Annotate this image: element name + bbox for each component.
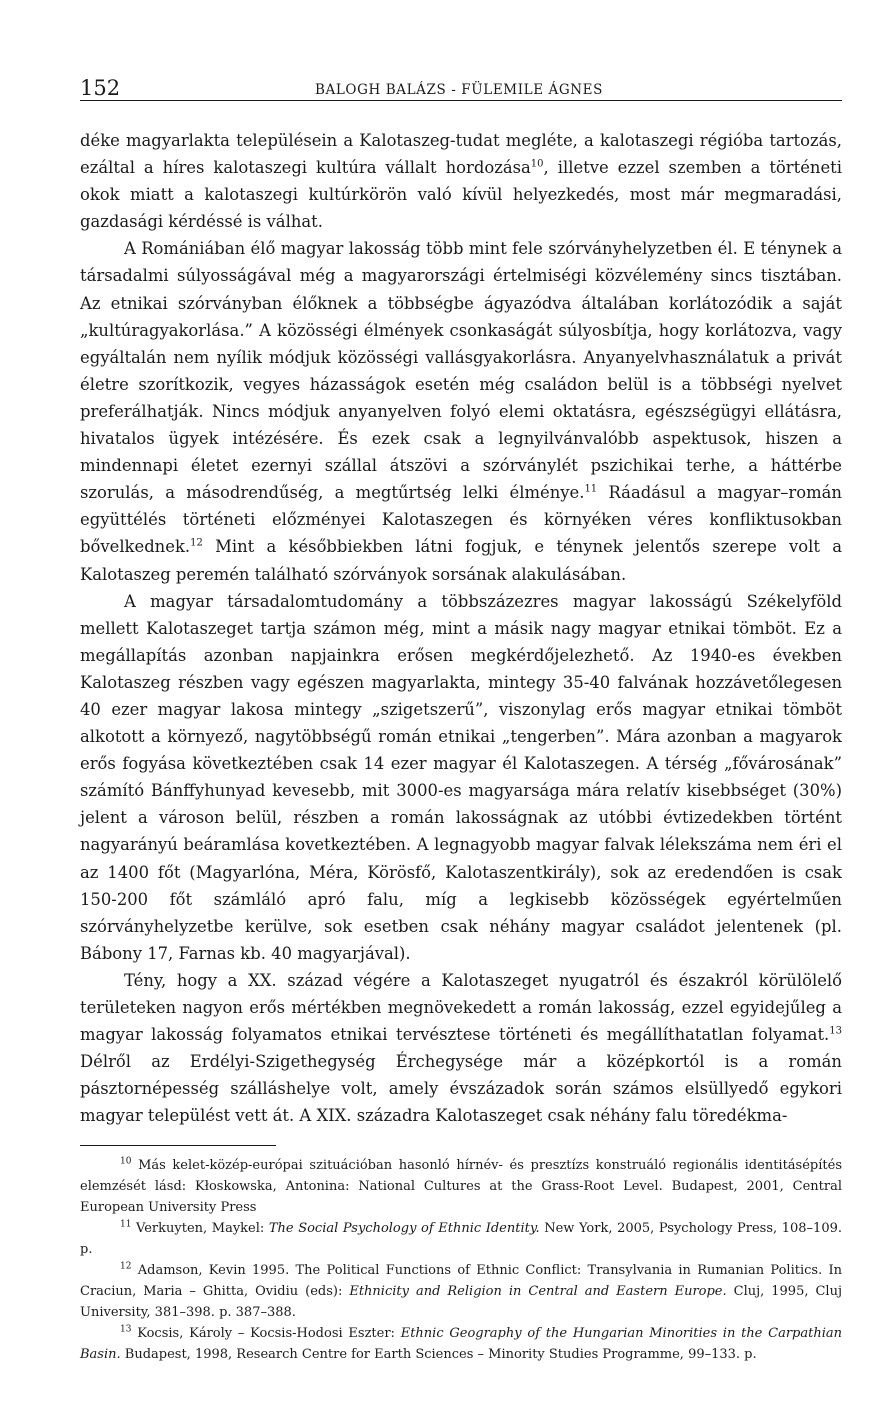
text-run: Tény, hogy a XX. század végére a Kalotaszeget nyugatról és északról körülölelő területeken nagyon erős mértékben megnövekedett a román lakosság, ezzel egyidejűleg a magyar lakosság folyamatos etnikai tervésztese történeti és megállíthatatlan folyamat. xyxy=(80,970,842,1045)
footnote xyxy=(80,1261,842,1324)
footnote-reference: 11 xyxy=(584,483,598,495)
text-run: Mint a későbbiekben látni fogjuk, e ténynek jelentős szerepe volt a Kalotaszeg peremén található szórványok sorsának alakulásában. xyxy=(80,537,842,584)
paragraph xyxy=(80,127,842,235)
text-run: Budapest, 1998, Research Centre for Earth Sciences – Minority Studies Programme, 99–133. p. xyxy=(120,1346,757,1362)
text-run: Ráadásul a magyar–román együttélés történeti előzményei Kalotaszegen és környéken véres konfliktusokban bővelkednek. xyxy=(80,483,842,557)
text-run: Kocsis, Károly – Kocsis-Hodosi Eszter: xyxy=(137,1325,401,1341)
footnote xyxy=(80,1219,842,1261)
running-head: BALOGH BALÁZS - FÜLEMILE ÁGNES xyxy=(315,82,603,98)
footnote-separator xyxy=(80,1145,276,1146)
footnote-number: 13 xyxy=(120,1324,132,1335)
text-run: Más kelet-közép-európai szituációban hasonló hírnév- és presztízs konstruáló regionális identitásépítés elemzését lásd: Kłoskowska, Antonina: National Cultures at the Grass-Root Level. Budapest, 2001, Central European University Press xyxy=(80,1158,842,1216)
book-page xyxy=(80,62,842,1366)
page-header xyxy=(80,62,842,101)
footnote-number: 11 xyxy=(120,1219,132,1230)
page-number: 152 xyxy=(80,76,121,100)
text-run: A Romániában élő magyar lakosság több mint fele szórványhelyzetben él. E ténynek a társadalmi súlyosságával még a magyarországi értelmiségi közvélemény sincs tisztában. Az etnikai szórványban élőknek a többségbe ágyazódva általában korlátozódik a saját „kultúragyakorlása.” A közösségi élmények csonkaságát súlyosbítja, hogy korlátozva, vagy egyáltalán nem nyílik módjuk közösségi vallásgyakorlásra. Anyanyelvhasználatuk a privát életre szorítkozik, vegyes házasságok esetén még családon belül is a többségi nyelvet preferálhatják. Nincs módjuk anyanyelven folyó elemi oktatásra, egészségügyi ellátásra, hivatalos ügyek intézésére. És ezek csak a legnyilvánvalóbb aspektusok, hiszen a mindennapi életet ezernyi szállal átszövi a szórványlét pszichikai terhe, a háttérbe szorulás, a másodrendűség, a megtűrtség lelki élménye. xyxy=(80,239,842,503)
text-run: Verkuyten, Maykel: xyxy=(136,1221,269,1237)
footnotes xyxy=(80,1156,842,1365)
text-run: New York, 2005, Psychology Press, 108–109. p. xyxy=(80,1221,842,1258)
text-run: Délről az Erdélyi-Szigethegység Érchegysége már a középkortól is a román pásztornépesség szálláshelye volt, amely évszázadok során számos elsüllyedő egykori magyar települést vett át. A XIX. századra Kalotaszeget csak néhány falu töredékma- xyxy=(80,1052,842,1126)
text-run: A magyar társadalomtudomány a többszázezres magyar lakosságú Székelyföld mellett Kalotaszeget tartja számon még, mint a másik nagy magyar etnikai tömböt. Ez a megállapítás azonban napjainkra erősen megkérdőjelezhető. Az 1940-es években Kalotaszeg részben vagy egészen magyarlakta, mintegy 35-40 falvának hozzávetőlegesen 40 ezer magyar lakosa mintegy „szigetszerű”, viszonylag erős magyar etnikai tömböt alkotott a környező, nagytöbbségű román etnikai „tengerben”. Mára azonban a magyarok erős fogyása következtében csak 14 ezer magyar él Kalotaszegen. A térség „fővárosának” számító Bánffyhunyad kevesebb, mit 3000-es magyarsága mára relatív kisebbséget (30%) jelent a városon belül, részben a román lakosságnak az utóbbi évtizedekben történt nagyarányú beáramlása kovetkeztében. A legnagyobb magyar falvak lélekszáma nem éri el az 1400 főt (Magyarlóna, Méra, Körösfő, Kalotaszentkirály), sok az eredendően is csak 150-200 főt számláló apró falu, míg a legkisebb közösségek egyértelműen szórványhelyzetbe kerülve, sok esetben csak néhány magyar családot jelentenek (pl. Bábony 17, Farnas kb. 40 magyarjával). xyxy=(80,591,842,963)
footnote-reference: 10 xyxy=(530,158,544,170)
text-run: Adamson, Kevin 1995. The Political Functions of Ethnic Conflict: Transylvania in Rumanian Politics. In Craciun, Maria – Ghitta, Ovidiu (eds): xyxy=(80,1263,842,1299)
footnote xyxy=(80,1324,842,1366)
italic-title: The Social Psychology of Ethnic Identity. xyxy=(268,1221,540,1237)
footnote-reference: 12 xyxy=(190,537,203,549)
paragraph xyxy=(80,967,842,1130)
text-run: déke magyarlakta településein a Kalotaszeg-tudat megléte, a kalotaszegi régióba tartozás, ezáltal a híres kalotaszegi kultúra vállalt hordozása xyxy=(80,131,842,178)
paragraph xyxy=(80,235,842,587)
footnote-reference: 13 xyxy=(829,1025,842,1037)
footnote-number: 10 xyxy=(120,1157,132,1168)
text-run: , illetve ezzel szemben a történeti okok miatt a kalotaszegi kultúrkörön való kívül helyezkedés, most már megmaradási, gazdasági kérdéssé is válhat. xyxy=(80,158,842,232)
footnote-number: 12 xyxy=(120,1261,132,1272)
body-text xyxy=(80,127,842,1129)
paragraph xyxy=(80,588,842,967)
italic-title: Ethnic Geography of the Hungarian Minorities in the Carpathian Basin. xyxy=(80,1325,843,1362)
footnote xyxy=(80,1156,842,1219)
text-run: Cluj, 1995, Cluj University, 381–398. p. 387–388. xyxy=(80,1283,842,1320)
italic-title: Ethnicity and Religion in Central and Eastern Europe. xyxy=(349,1283,727,1299)
